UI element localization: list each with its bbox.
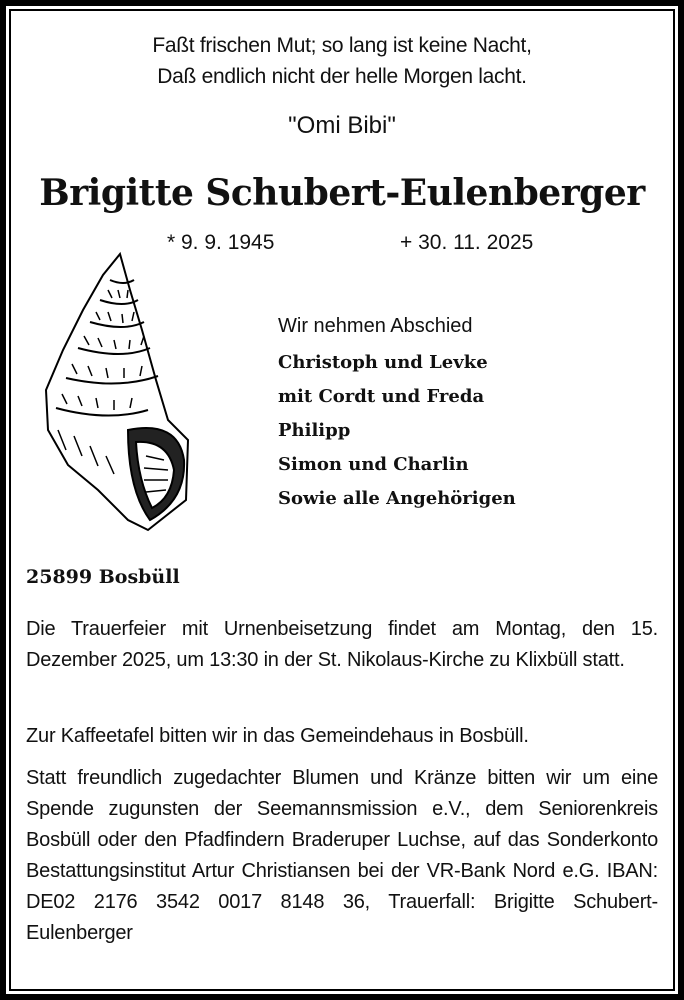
motto — [0, 30, 684, 92]
mourner-name: Simon und Charlin — [278, 454, 469, 475]
place: 25899 Bosbüll — [26, 566, 180, 588]
mourners-lead: Wir nehmen Abschied — [278, 315, 473, 337]
mourner-name: Sowie alle Angehörigen — [278, 488, 516, 509]
mourner-name: mit Cordt und Freda — [278, 386, 485, 407]
donation-text: Statt freundlich zugedachter Blumen und Kränze bitten wir um eine Spende zugunsten der Seemannsmission e.V., dem Seniorenkreis Bosbüll oder den Pfadfindern Braderuper Luchse, auf das Sonderkonto Bestattungsinstitut Artur Christiansen bei der VR-Bank Nord e.G. IBAN: DE02 2176 3542 0017 8148 36, Trauerfall: Brigitte Schubert-Eulenberger — [26, 767, 658, 944]
coffee-text: Zur Kaffeetafel bitten wir in das Gemeindehaus in Bosbüll. — [26, 725, 529, 747]
seashell-illustration — [38, 250, 193, 532]
birth-date: * 9. 9. 1945 — [167, 231, 275, 254]
funeral-service-text: Die Trauerfeier mit Urnenbeisetzung findet am Montag, den 15. Dezember 2025, um 13:30 in der St. Nikolaus-Kirche zu Klixbüll statt. — [26, 618, 658, 671]
motto-line: Daß endlich nicht der helle Morgen lacht. — [157, 65, 527, 88]
deceased-name: Brigitte Schubert-Eulenberger — [39, 172, 645, 214]
nickname: "Omi Bibi" — [288, 112, 396, 139]
motto-line: Faßt frischen Mut; so lang ist keine Nacht, — [152, 34, 532, 57]
mourner-name: Christoph und Levke — [278, 352, 488, 373]
mourner-name: Philipp — [278, 420, 351, 441]
death-date: + 30. 11. 2025 — [400, 231, 534, 254]
mourners-block — [278, 309, 516, 516]
